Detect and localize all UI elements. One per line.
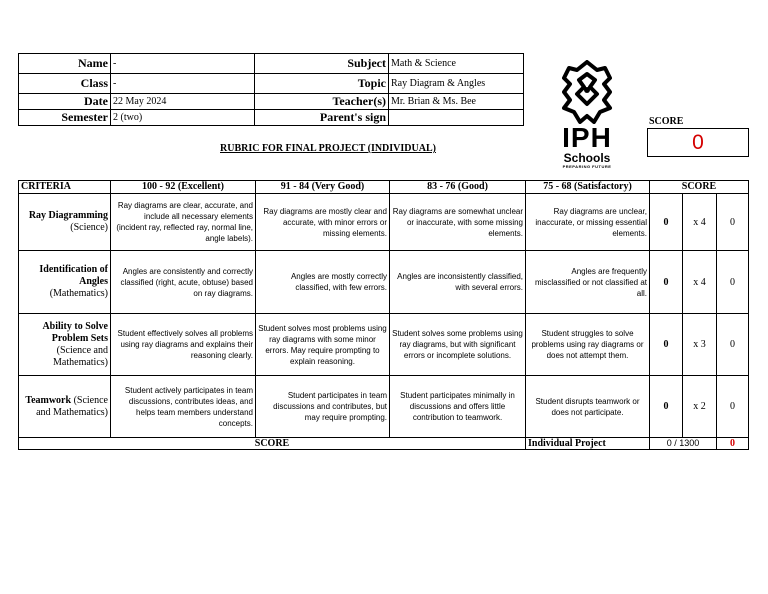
criteria-cell — [19, 194, 111, 251]
rubric-header-row — [19, 181, 749, 194]
logo-wordmark: IPH — [562, 122, 612, 153]
name-label: Name — [19, 54, 111, 74]
excellent-desc: Student actively participates in team discussions, contributes ideas, and helps team members understand concepts. — [111, 376, 256, 438]
header-excellent: 100 - 92 (Excellent) — [111, 181, 256, 194]
header-criteria: CRITERIA — [19, 181, 111, 194]
class-value[interactable]: - — [111, 74, 255, 94]
excellent-desc: Student effectively solves all problems using ray diagrams and explains their reasoning clearly. — [111, 314, 256, 376]
table-row — [19, 314, 749, 376]
subject-label: Subject — [255, 54, 389, 74]
criteria-title: Teamwork — [25, 394, 72, 406]
row-total-cell: 0 — [717, 251, 749, 314]
score-fraction: 0 / 1300 — [650, 438, 717, 450]
multiplier-cell: x 4 — [683, 251, 717, 314]
footer-score-label: SCORE — [19, 438, 526, 450]
topic-value[interactable]: Ray Diagram & Angles — [389, 74, 524, 94]
date-value[interactable]: 22 May 2024 — [111, 94, 255, 110]
footer-total: 0 — [717, 438, 749, 450]
very-good-desc: Student participates in team discussions and contributes, but may require prompting. — [256, 376, 390, 438]
very-good-desc: Student solves most problems using ray diagrams with some minor errors. May require prompting to explain reasoning. — [256, 314, 390, 376]
score-value: 0 — [647, 128, 749, 157]
subject-value[interactable]: Math & Science — [389, 54, 524, 74]
criteria-subject: (Science) — [70, 222, 108, 233]
points-cell[interactable]: 0 — [650, 314, 683, 376]
score-label: SCORE — [649, 116, 684, 127]
footer-row — [19, 438, 749, 450]
header-good: 83 - 76 (Good) — [390, 181, 526, 194]
good-desc: Student solves some problems using ray diagrams, but with significant errors or incomplete solutions. — [390, 314, 526, 376]
rubric-title: RUBRIC FOR FINAL PROJECT (INDIVIDUAL) — [220, 143, 436, 154]
header-satisfactory: 75 - 68 (Satisfactory) — [526, 181, 650, 194]
row-total-cell: 0 — [717, 194, 749, 251]
logo-motto: PREPARING FUTURE — [562, 164, 612, 169]
teacher-value[interactable]: Mr. Brian & Ms. Bee — [389, 94, 524, 110]
name-value[interactable]: - — [111, 54, 255, 74]
multiplier-cell: x 3 — [683, 314, 717, 376]
very-good-desc: Ray diagrams are mostly clear and accurate, with minor errors or missing elements. — [256, 194, 390, 251]
table-row — [19, 376, 749, 438]
table-row — [19, 251, 749, 314]
criteria-subject: (Science and Mathematics) — [53, 344, 108, 368]
satisfactory-desc: Student disrupts teamwork or does not participate. — [526, 376, 650, 438]
good-desc: Angles are inconsistently classified, with several errors. — [390, 251, 526, 314]
info-row-class — [19, 74, 524, 94]
points-cell[interactable]: 0 — [650, 376, 683, 438]
student-info-table — [18, 53, 524, 126]
teacher-label: Teacher(s) — [255, 94, 389, 110]
logo-text — [557, 124, 617, 170]
criteria-title: Ray Diagramming — [28, 210, 108, 221]
criteria-title: Ability to Solve Problem Sets — [42, 320, 108, 344]
table-row — [19, 194, 749, 251]
header-score: SCORE — [650, 181, 749, 194]
info-row-name — [19, 54, 524, 74]
criteria-subject: (Science and Mathematics) — [36, 394, 108, 418]
logo-subword: Schools — [563, 151, 611, 165]
satisfactory-desc: Angles are frequently misclassified or not classified at all. — [526, 251, 650, 314]
parent-sign-value[interactable] — [389, 110, 524, 126]
criteria-subject: (Mathematics) — [49, 288, 108, 299]
excellent-desc: Ray diagrams are clear, accurate, and include all necessary elements (incident ray, reflected ray, normal line, angle labels). — [111, 194, 256, 251]
good-desc: Student participates minimally in discussions and offers little contribution to teamwork. — [390, 376, 526, 438]
date-label: Date — [19, 94, 111, 110]
excellent-desc: Angles are consistently and correctly classified (right, acute, obtuse) based on ray diagrams. — [111, 251, 256, 314]
criteria-cell — [19, 314, 111, 376]
criteria-cell — [19, 376, 111, 438]
semester-label: Semester — [19, 110, 111, 126]
multiplier-cell: x 2 — [683, 376, 717, 438]
rubric-table — [18, 180, 749, 450]
row-total-cell: 0 — [717, 314, 749, 376]
info-row-date — [19, 94, 524, 110]
points-cell[interactable]: 0 — [650, 194, 683, 251]
criteria-cell — [19, 251, 111, 314]
satisfactory-desc: Ray diagrams are unclear, inaccurate, or missing essential elements. — [526, 194, 650, 251]
class-label: Class — [19, 74, 111, 94]
satisfactory-desc: Student struggles to solve problems using ray diagrams or does not attempt them. — [526, 314, 650, 376]
iph-schools-logo — [557, 60, 617, 168]
good-desc: Ray diagrams are somewhat unclear or inaccurate, with some missing elements. — [390, 194, 526, 251]
topic-label: Topic — [255, 74, 389, 94]
criteria-title: Identification of Angles — [39, 264, 108, 287]
shield-crest-icon — [560, 60, 614, 124]
individual-project-label: Individual Project — [526, 438, 650, 450]
very-good-desc: Angles are mostly correctly classified, with few errors. — [256, 251, 390, 314]
points-cell[interactable]: 0 — [650, 251, 683, 314]
row-total-cell: 0 — [717, 376, 749, 438]
multiplier-cell: x 4 — [683, 194, 717, 251]
info-row-semester — [19, 110, 524, 126]
header-very-good: 91 - 84 (Very Good) — [256, 181, 390, 194]
parent-sign-label: Parent's sign — [255, 110, 389, 126]
semester-value[interactable]: 2 (two) — [111, 110, 255, 126]
